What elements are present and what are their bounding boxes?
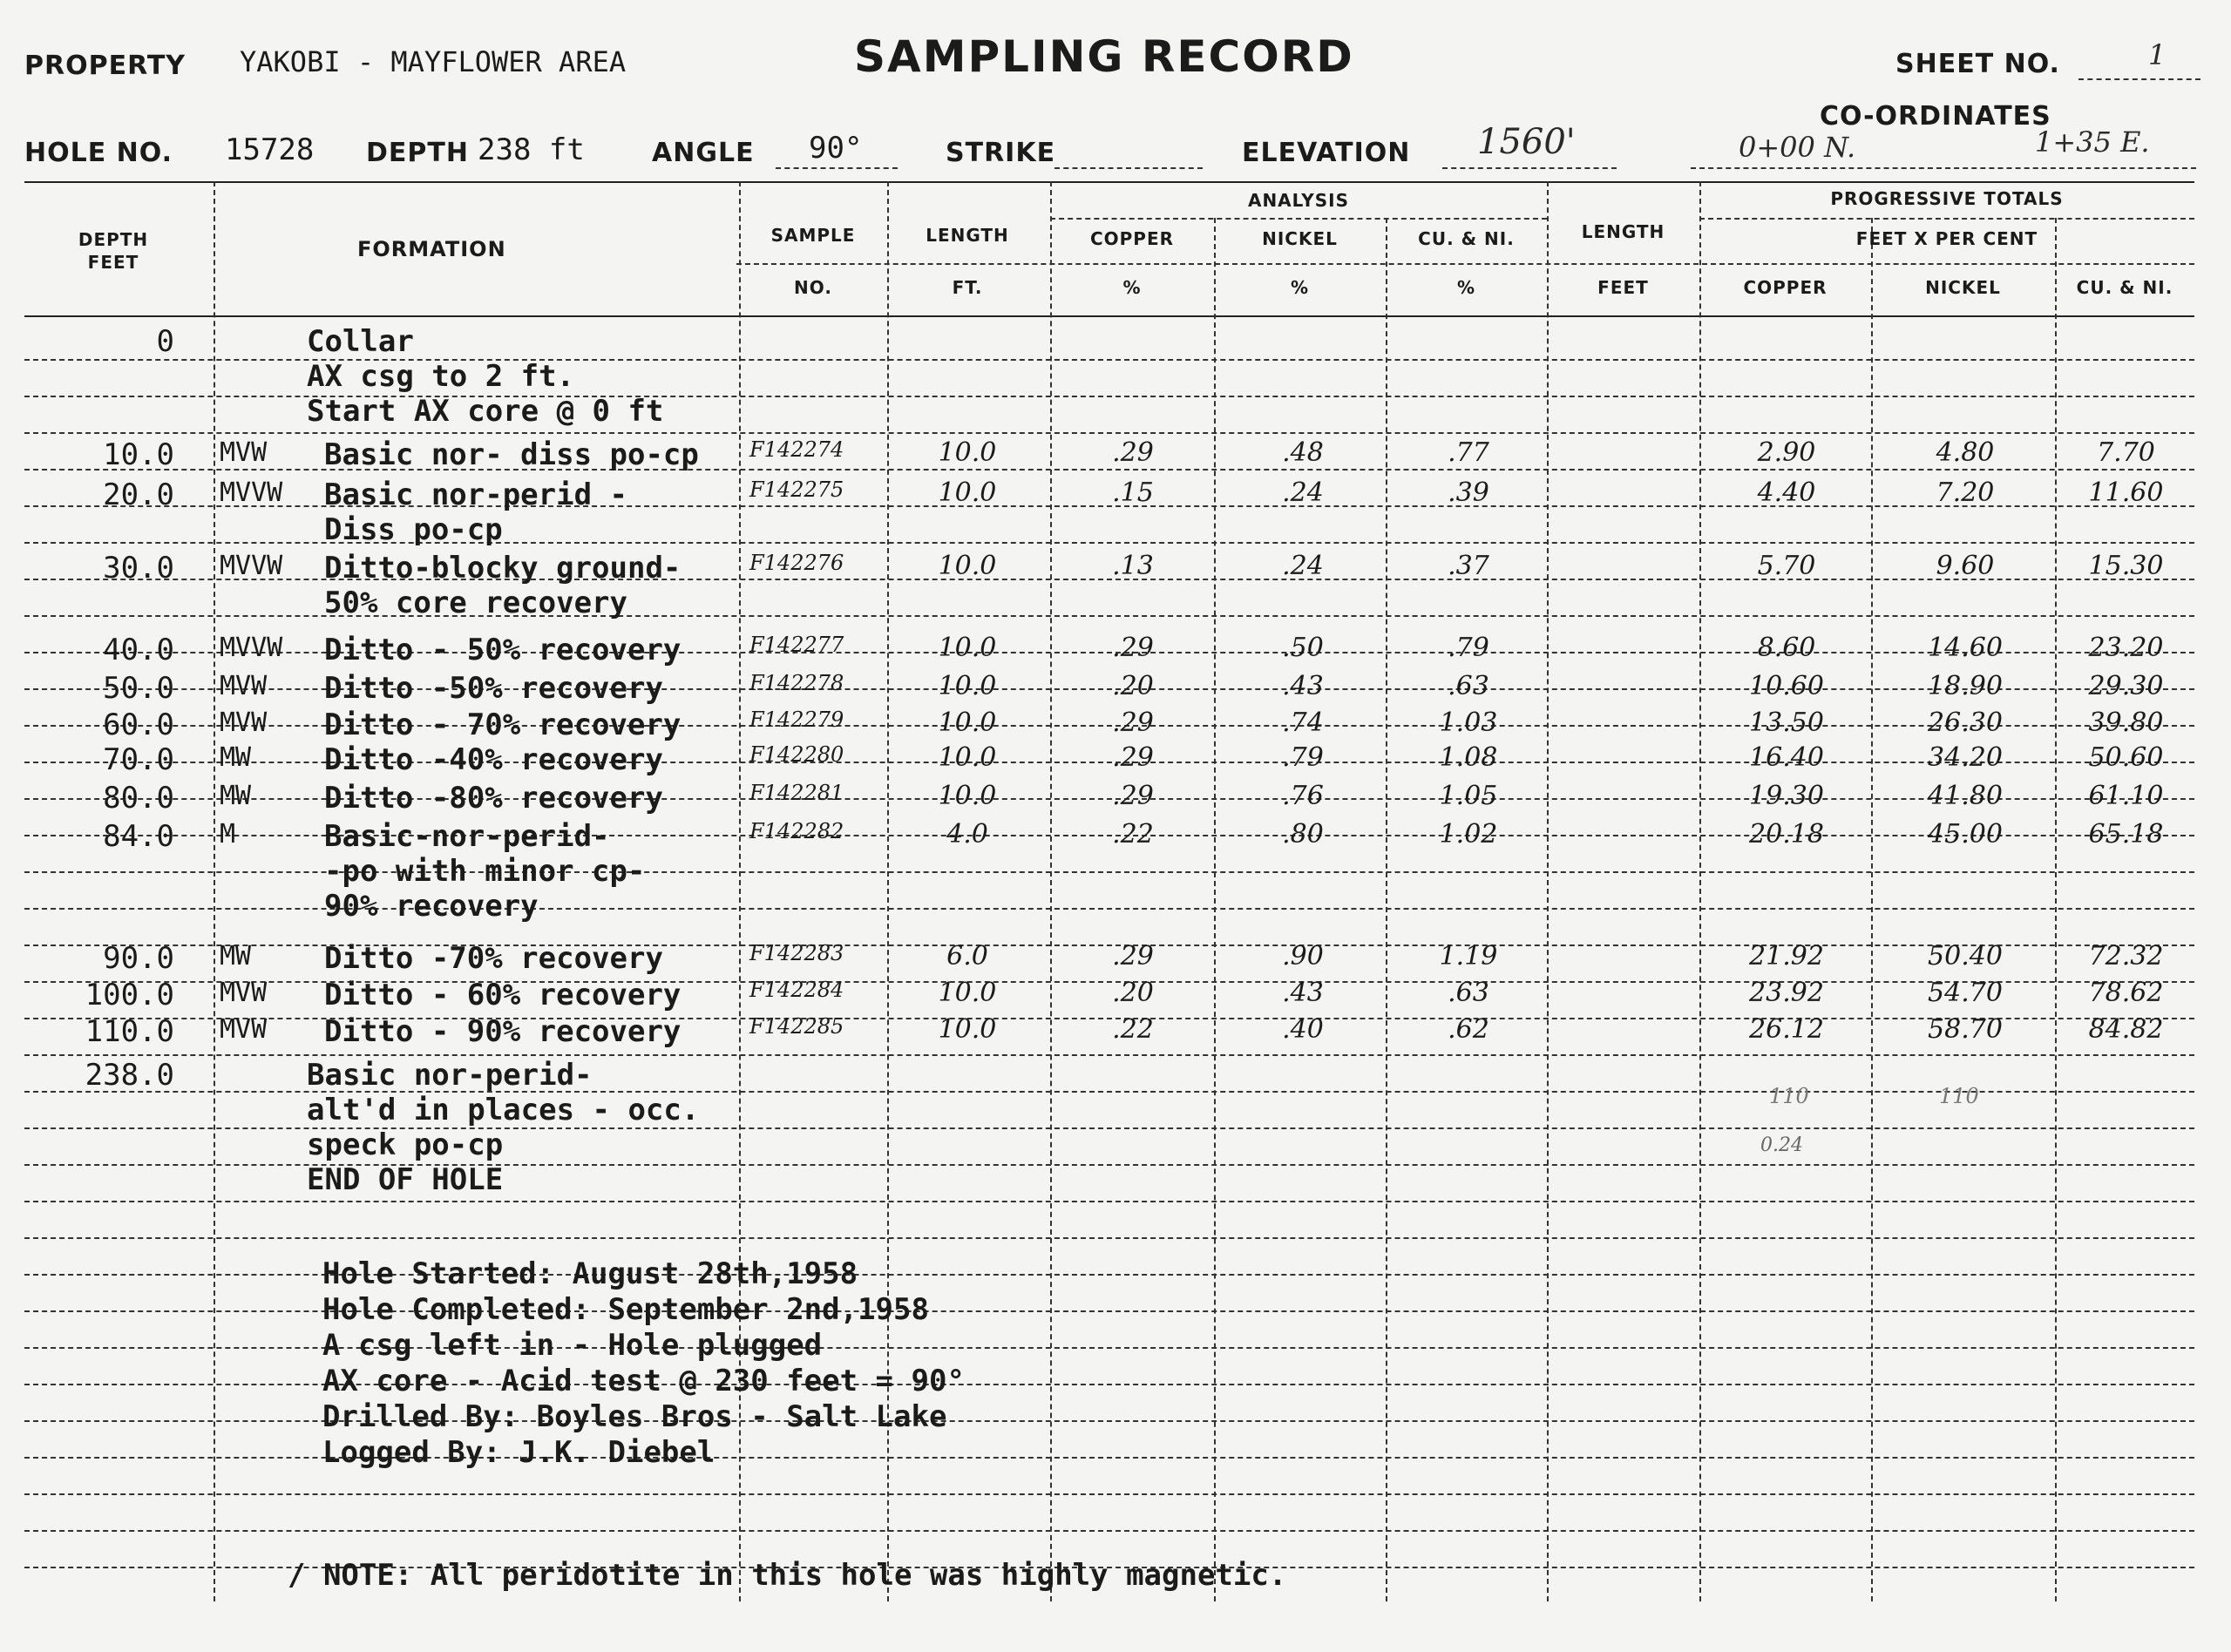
row-rule: [24, 432, 2194, 434]
row-cuni: 1.03: [1439, 708, 1498, 738]
row-formation-line: Start AX core @ 0 ft: [307, 394, 664, 429]
col-rule-copper: [1214, 218, 1216, 1601]
row-ni: .43: [1282, 671, 1324, 701]
subheader-rule: [736, 263, 2194, 265]
row-depth: 0: [156, 324, 174, 359]
row-length: 10.0: [938, 633, 997, 663]
row-length: 6.0: [946, 941, 988, 972]
row-formation-line: END OF HOLE: [307, 1162, 504, 1197]
row-pcuni: 15.30: [2088, 551, 2164, 581]
row-formation-line: speck po-cp: [307, 1127, 504, 1162]
row-pcuni: 39.80: [2088, 708, 2164, 738]
row-formation-line: Ditto -50% recovery: [324, 671, 663, 706]
col-head-length2-feet: FEET: [1597, 277, 1649, 298]
row-depth: 110.0: [85, 1014, 174, 1049]
header-bottom-border: [24, 315, 2194, 317]
row-pcu: 5.70: [1757, 551, 1816, 581]
row-pni: 54.70: [1928, 978, 2003, 1008]
coord-e-value: 1+35 E.: [2035, 125, 2150, 159]
col-head-pcuni: CU. & NI.: [2076, 277, 2173, 298]
row-pcu: 10.60: [1749, 671, 1824, 701]
row-formation-line: Collar: [307, 324, 414, 359]
col-head-copper-unit: %: [1122, 277, 1142, 298]
row-depth: 70.0: [103, 742, 174, 777]
row-pcuni: 61.10: [2088, 781, 2164, 811]
row-formation-line: -po with minor cp-: [324, 854, 646, 889]
row-formation-line: Ditto - 50% recovery: [324, 633, 682, 667]
row-cu: .29: [1112, 437, 1154, 468]
col-head-pcopper: COPPER: [1743, 277, 1828, 298]
row-cuni: .39: [1448, 477, 1489, 508]
row-cuni: .37: [1448, 551, 1489, 581]
row-code: MVVW: [220, 477, 283, 508]
col-head-sample-no: NO.: [794, 277, 832, 298]
row-pcu: 16.40: [1749, 742, 1824, 773]
row-code: MW: [220, 781, 252, 811]
row-formation-line: Ditto -80% recovery: [324, 781, 663, 816]
sheet-label: SHEET NO.: [1895, 49, 2060, 79]
row-rule: [24, 1054, 2194, 1056]
row-cuni: .62: [1448, 1014, 1489, 1045]
col-head-formation: FORMATION: [357, 237, 506, 261]
strike-underline: [1054, 167, 1203, 169]
row-pcuni: 65.18: [2088, 819, 2164, 850]
col-head-nickel: NICKEL: [1262, 228, 1338, 249]
row-cu: .22: [1112, 819, 1154, 850]
row-length: 10.0: [938, 742, 997, 773]
row-ni: .24: [1282, 551, 1324, 581]
row-formation-line: alt'd in places - occ.: [307, 1093, 700, 1127]
row-rule: [24, 1201, 2194, 1202]
note-line: A csg left in - Hole plugged: [322, 1328, 823, 1363]
row-cu: .29: [1112, 708, 1154, 738]
row-depth: 100.0: [85, 978, 174, 1012]
row-ni: .74: [1282, 708, 1324, 738]
row-pni: 7.20: [1936, 477, 1995, 508]
row-pcu: 8.60: [1757, 633, 1816, 663]
row-pcuni: 50.60: [2088, 742, 2164, 773]
row-depth: 30.0: [103, 551, 174, 586]
row-pni: 58.70: [1928, 1014, 2003, 1045]
col-head-depth-text: DEPTH FEET: [78, 229, 149, 273]
row-code: MVW: [220, 1014, 268, 1045]
col-head-length-ft: FT.: [952, 277, 983, 298]
row-sample: F142285: [749, 1014, 844, 1039]
row-pni: 50.40: [1928, 941, 2003, 972]
row-cuni: 1.19: [1439, 941, 1498, 972]
col-rule-cuni: [1547, 181, 1549, 1601]
col-head-analysis: ANALYSIS: [1247, 190, 1350, 211]
row-depth: 90.0: [103, 941, 174, 976]
note-line: AX core - Acid test @ 230 feet = 90°: [322, 1364, 965, 1398]
row-formation-line: Ditto - 70% recovery: [324, 708, 682, 742]
row-sample: F142277: [749, 633, 844, 657]
footnote: / NOTE: All peridotite in this hole was highly magnetic.: [288, 1558, 1287, 1593]
row-length: 4.0: [946, 819, 988, 850]
row-formation-line: AX csg to 2 ft.: [307, 359, 575, 394]
angle-underline: [776, 167, 898, 169]
coord-underline: [1691, 167, 2196, 169]
row-formation-line: Basic nor- diss po-cp: [324, 437, 699, 472]
row-pcuni: 29.30: [2088, 671, 2164, 701]
row-depth: 20.0: [103, 477, 174, 512]
elevation-underline: [1442, 167, 1617, 169]
col-head-feet-x-pct: FEET X PER CENT: [1855, 228, 2038, 249]
row-formation-line: Basic-nor-perid-: [324, 819, 610, 854]
col-head-pnickel: NICKEL: [1925, 277, 2001, 298]
col-head-depth: [52, 228, 174, 274]
row-ni: .90: [1282, 941, 1324, 972]
col-head-sample: SAMPLE: [770, 225, 856, 246]
row-sample: F142282: [749, 819, 844, 843]
row-depth: 238.0: [85, 1058, 174, 1093]
row-cuni: 1.05: [1439, 781, 1498, 811]
pencil-note-pni: 110: [1939, 1084, 1979, 1108]
row-cuni: 1.08: [1439, 742, 1498, 773]
row-depth: 80.0: [103, 781, 174, 816]
row-formation-line: Ditto -40% recovery: [324, 742, 663, 777]
row-formation-line: 90% recovery: [324, 889, 539, 924]
row-code: M: [220, 819, 236, 850]
row-pni: 45.00: [1928, 819, 2003, 850]
row-formation-line: 50% core recovery: [324, 586, 627, 620]
note-line: Drilled By: Boyles Bros - Salt Lake: [322, 1399, 947, 1434]
row-pcu: 4.40: [1757, 477, 1816, 508]
row-ni: .79: [1282, 742, 1324, 773]
row-cuni: .63: [1448, 978, 1489, 1008]
note-line: Logged By: J.K. Diebel: [322, 1435, 715, 1470]
pencil-note-pcu: 110: [1769, 1084, 1809, 1108]
row-cu: .22: [1112, 1014, 1154, 1045]
coord-n-value: 0+00 N.: [1739, 131, 1856, 164]
col-rule-depth: [214, 181, 215, 1601]
row-sample: F142275: [749, 477, 844, 502]
row-formation-line: Ditto -70% recovery: [324, 941, 663, 976]
row-pni: 14.60: [1928, 633, 2003, 663]
strike-label: STRIKE: [946, 138, 1056, 168]
row-code: MVVW: [220, 633, 283, 663]
col-rule-length2: [1699, 181, 1701, 1601]
col-rule-pnickel: [2055, 218, 2057, 1601]
row-sample: F142284: [749, 978, 844, 1002]
row-length: 10.0: [938, 671, 997, 701]
row-cu: .20: [1112, 978, 1154, 1008]
pencil-note-pcu-b: 0.24: [1760, 1134, 1803, 1156]
row-sample: F142278: [749, 671, 844, 695]
row-ni: .80: [1282, 819, 1324, 850]
property-label: PROPERTY: [24, 51, 186, 81]
depth-value: 238 ft: [478, 132, 585, 167]
row-ni: .50: [1282, 633, 1324, 663]
row-depth: 10.0: [103, 437, 174, 472]
hole-value: 15728: [225, 132, 315, 167]
row-length: 10.0: [938, 477, 997, 508]
row-code: MW: [220, 941, 252, 972]
row-cu: .29: [1112, 633, 1154, 663]
row-ni: .40: [1282, 1014, 1324, 1045]
row-pcu: 19.30: [1749, 781, 1824, 811]
row-length: 10.0: [938, 437, 997, 468]
col-head-copper: COPPER: [1089, 228, 1175, 249]
sheet-underline: [2078, 78, 2200, 80]
row-pcu: 23.92: [1749, 978, 1824, 1008]
row-pcu: 21.92: [1749, 941, 1824, 972]
angle-value: 90°: [809, 131, 863, 166]
row-cuni: 1.02: [1439, 819, 1498, 850]
row-sample: F142280: [749, 742, 844, 767]
row-rule: [24, 1530, 2194, 1532]
row-cu: .29: [1112, 742, 1154, 773]
col-head-length2: LENGTH: [1581, 221, 1665, 242]
row-formation-line: Basic nor-perid -: [324, 477, 627, 512]
row-formation-line: Ditto - 90% recovery: [324, 1014, 682, 1049]
row-depth: 84.0: [103, 819, 174, 854]
col-rule-pcopper: [1871, 218, 1873, 1601]
row-depth: 40.0: [103, 633, 174, 667]
row-sample: F142276: [749, 551, 844, 575]
row-code: MVVW: [220, 551, 283, 581]
row-pcu: 26.12: [1749, 1014, 1824, 1045]
property-value: YAKOBI - MAYFLOWER AREA: [240, 45, 627, 78]
row-formation-line: Ditto - 60% recovery: [324, 978, 682, 1012]
row-formation-line: Diss po-cp: [324, 512, 503, 547]
row-length: 10.0: [938, 781, 997, 811]
col-head-nickel-unit: %: [1290, 277, 1310, 298]
row-code: MW: [220, 742, 252, 773]
row-ni: .24: [1282, 477, 1324, 508]
row-pcu: 2.90: [1757, 437, 1816, 468]
row-length: 10.0: [938, 1014, 997, 1045]
row-pni: 18.90: [1928, 671, 2003, 701]
row-pni: 4.80: [1936, 437, 1995, 468]
note-line: Hole Completed: September 2nd,1958: [322, 1292, 929, 1327]
row-sample: F142274: [749, 437, 844, 462]
row-rule: [24, 1493, 2194, 1495]
row-cu: .15: [1112, 477, 1154, 508]
row-pcuni: 72.32: [2088, 941, 2164, 972]
table-top-border: [24, 181, 2194, 183]
angle-label: ANGLE: [652, 138, 755, 168]
row-pcuni: 7.70: [2097, 437, 2155, 468]
col-head-cuni-unit: %: [1456, 277, 1476, 298]
col-head-length: LENGTH: [926, 225, 1009, 246]
col-rule-nickel: [1386, 218, 1387, 1601]
row-ni: .76: [1282, 781, 1324, 811]
depth-label: DEPTH: [366, 138, 469, 168]
row-pcu: 20.18: [1749, 819, 1824, 850]
row-length: 10.0: [938, 708, 997, 738]
row-cuni: .63: [1448, 671, 1489, 701]
analysis-rule: [1050, 218, 1547, 220]
note-line: Hole Started: August 28th,1958: [322, 1256, 858, 1291]
row-ni: .43: [1282, 978, 1324, 1008]
row-pcuni: 11.60: [2088, 477, 2164, 508]
row-cu: .13: [1112, 551, 1154, 581]
row-cuni: .77: [1448, 437, 1489, 468]
row-depth: 50.0: [103, 671, 174, 706]
row-pcu: 13.50: [1749, 708, 1824, 738]
row-pcuni: 84.82: [2088, 1014, 2164, 1045]
col-head-progressive: PROGRESSIVE TOTALS: [1830, 188, 2064, 209]
row-length: 10.0: [938, 978, 997, 1008]
elevation-label: ELEVATION: [1242, 138, 1411, 168]
row-cu: .20: [1112, 671, 1154, 701]
col-rule-length: [1050, 181, 1052, 1601]
row-depth: 60.0: [103, 708, 174, 742]
row-sample: F142283: [749, 941, 844, 965]
row-pcuni: 23.20: [2088, 633, 2164, 663]
row-code: MVW: [220, 671, 268, 701]
page-title: SAMPLING RECORD: [854, 31, 1354, 82]
row-pni: 34.20: [1928, 742, 2003, 773]
row-cu: .29: [1112, 781, 1154, 811]
elevation-value: 1560': [1477, 122, 1576, 162]
row-cu: .29: [1112, 941, 1154, 972]
row-code: MVW: [220, 437, 268, 468]
hole-label: HOLE NO.: [24, 138, 173, 168]
row-pcuni: 78.62: [2088, 978, 2164, 1008]
progressive-rule: [1699, 218, 2194, 220]
row-pni: 26.30: [1928, 708, 2003, 738]
col-head-cuni: CU. & NI.: [1418, 228, 1515, 249]
row-formation-line: Basic nor-perid-: [307, 1058, 593, 1093]
row-length: 10.0: [938, 551, 997, 581]
row-ni: .48: [1282, 437, 1324, 468]
row-formation-line: Ditto-blocky ground-: [324, 551, 682, 586]
row-code: MVW: [220, 708, 268, 738]
row-pni: 9.60: [1936, 551, 1995, 581]
row-code: MVW: [220, 978, 268, 1008]
row-rule: [24, 1237, 2194, 1239]
row-pni: 41.80: [1928, 781, 2003, 811]
row-sample: F142279: [749, 708, 844, 732]
row-sample: F142281: [749, 781, 844, 805]
coordinates-label: CO-ORDINATES: [1820, 101, 2051, 132]
row-cuni: .79: [1448, 633, 1489, 663]
sheet-value: 1: [2148, 38, 2167, 71]
